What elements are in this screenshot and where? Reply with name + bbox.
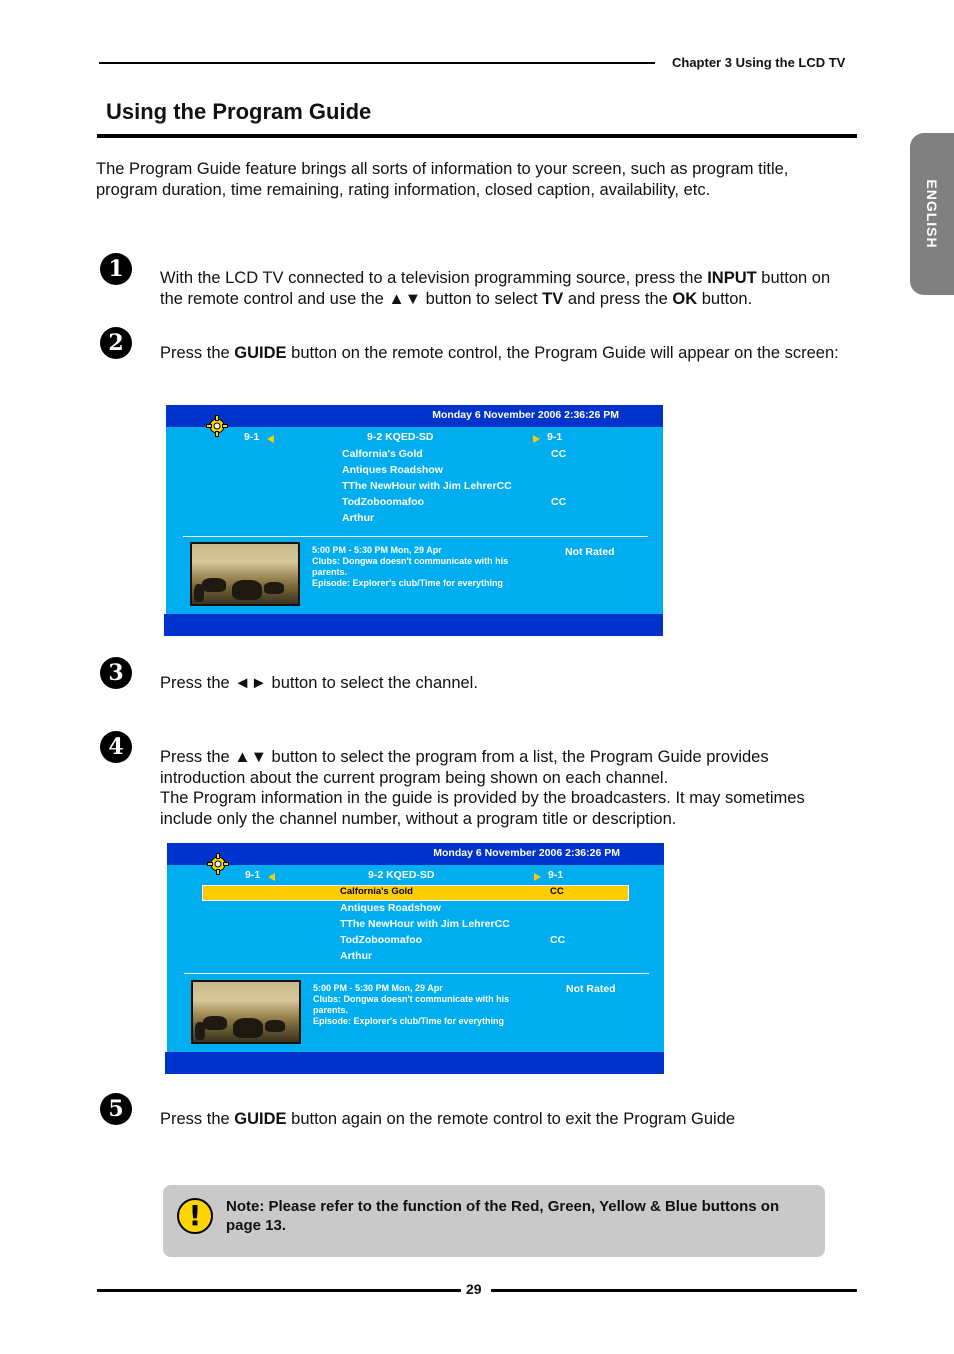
next-channel: 9-1	[547, 431, 563, 443]
selected-program-highlight[interactable]	[202, 885, 629, 901]
guide-divider	[183, 536, 648, 537]
guide-header-bar	[166, 405, 663, 427]
step-1-text-d: button.	[697, 289, 753, 308]
program-episode: Episode: Explorer's club/Time for everything	[312, 578, 504, 588]
step-5-text-a: Press the	[160, 1110, 235, 1128]
program-item[interactable]: TodZoboomafoo	[340, 934, 423, 946]
chapter-label: Chapter 3 Using the LCD TV	[672, 55, 846, 70]
step-2-number: 2	[100, 327, 132, 359]
intro-paragraph: The Program Guide feature brings all sorts of information to your screen, such as program title, program duration, time remaining, rating information, closed caption, availability, etc.	[96, 160, 789, 199]
cc-badge: CC	[551, 448, 567, 460]
step-1-text-c: and press the	[563, 289, 673, 308]
program-item-selected[interactable]: Calfornia's Gold	[340, 886, 413, 897]
program-item[interactable]: TThe NewHour with Jim LehrerCC	[340, 918, 510, 930]
program-description: Clubs: Dongwa doesn't communicate with his	[312, 556, 509, 566]
step-5-text-b: button again on the remote control to exit the Program Guide	[286, 1110, 736, 1128]
program-guide-screen-1	[166, 405, 663, 636]
settings-gear-icon	[206, 415, 228, 437]
program-thumbnail	[190, 542, 300, 606]
page-number: 29	[466, 1281, 482, 1297]
guide-keyword: GUIDE	[234, 344, 287, 362]
current-channel: 9-2 KQED-SD	[367, 431, 434, 443]
page-title: Using the Program Guide	[106, 99, 372, 124]
prev-channel: 9-1	[245, 869, 261, 881]
left-arrow-icon[interactable]	[267, 435, 274, 443]
program-description: Clubs: Dongwa doesn't communicate with his	[313, 994, 510, 1004]
prev-channel: 9-1	[244, 431, 260, 443]
tv-keyword: TV	[542, 289, 564, 308]
guide-datetime: Monday 6 November 2006 2:36:26 PM	[432, 409, 619, 421]
program-episode: Episode: Explorer's club/Time for everything	[313, 1016, 505, 1026]
program-description-cont: parents.	[313, 1005, 349, 1015]
program-item[interactable]: Antiques Roadshow	[342, 464, 443, 476]
header-rule	[99, 62, 655, 64]
rating-label: Not Rated	[566, 983, 616, 995]
step-2-text	[160, 343, 850, 364]
guide-footer-bar	[164, 614, 663, 636]
guide-header-bar	[167, 843, 664, 865]
guide-datetime: Monday 6 November 2006 2:36:26 PM	[433, 847, 620, 859]
right-arrow-icon[interactable]	[533, 435, 540, 443]
program-thumbnail	[191, 980, 301, 1044]
footer-rule-left	[97, 1289, 461, 1292]
right-arrow-icon[interactable]	[534, 873, 541, 881]
program-item[interactable]: Calfornia's Gold	[342, 448, 423, 460]
cc-badge: CC	[550, 934, 566, 946]
step-1-text-a: With the LCD TV connected to a television programming source, press the	[160, 269, 708, 287]
input-keyword: INPUT	[707, 269, 757, 287]
settings-gear-icon	[207, 853, 229, 875]
language-tab-label: ENGLISH	[924, 179, 940, 249]
step-2-text-a: Press the	[160, 344, 235, 362]
cc-badge: CC	[550, 886, 564, 897]
step-4-text-1: Press the ▲▼ button to select the program from a list, the Program Guide provides introduction about the current program being shown on each channel.	[160, 748, 769, 787]
step-2-text-b: button on the remote control, the Program Guide will appear on the screen:	[286, 344, 839, 362]
guide-footer-bar	[165, 1052, 664, 1074]
step-3-number: 3	[100, 657, 132, 689]
step-4-number: 4	[100, 731, 132, 763]
program-description-cont: parents.	[312, 567, 348, 577]
current-channel: 9-2 KQED-SD	[368, 869, 435, 881]
next-channel: 9-1	[548, 869, 564, 881]
left-arrow-icon[interactable]	[268, 873, 275, 881]
program-time: 5:00 PM - 5:30 PM Mon, 29 Apr	[312, 545, 442, 555]
program-item[interactable]: TodZoboomafoo	[342, 496, 425, 508]
warning-exclamation-icon: !	[177, 1198, 213, 1234]
step-5-text	[160, 1109, 850, 1130]
program-item[interactable]: Arthur	[340, 950, 373, 962]
note-box	[163, 1185, 825, 1257]
ok-keyword: OK	[672, 289, 698, 308]
program-item[interactable]: TThe NewHour with Jim LehrerCC	[342, 480, 512, 492]
step-5-number: 5	[100, 1093, 132, 1125]
step-3-text: Press the ◄► button to select the channel.	[160, 674, 478, 692]
program-time: 5:00 PM - 5:30 PM Mon, 29 Apr	[313, 983, 443, 993]
program-item[interactable]: Antiques Roadshow	[340, 902, 441, 914]
step-4-text-2: The Program information in the guide is provided by the broadcasters. It may sometimes include only the channel number, without a program title or description.	[160, 789, 805, 828]
step-1-number: 1	[100, 253, 132, 285]
step-1-text-b: button on the remote control and use the ▲▼ button to select	[160, 269, 831, 308]
step-4-text	[160, 747, 850, 829]
guide-divider	[184, 973, 649, 974]
program-item[interactable]: Arthur	[342, 512, 375, 524]
title-rule	[97, 134, 857, 138]
language-tab	[910, 133, 954, 295]
note-text: Note: Please refer to the function of the Red, Green, Yellow & Blue buttons on page 13.	[226, 1198, 780, 1234]
program-guide-screen-2	[167, 843, 664, 1074]
guide-keyword: GUIDE	[234, 1110, 287, 1128]
footer-rule-right	[491, 1289, 857, 1292]
rating-label: Not Rated	[565, 546, 615, 558]
cc-badge: CC	[551, 496, 567, 508]
step-1-text	[160, 268, 850, 309]
